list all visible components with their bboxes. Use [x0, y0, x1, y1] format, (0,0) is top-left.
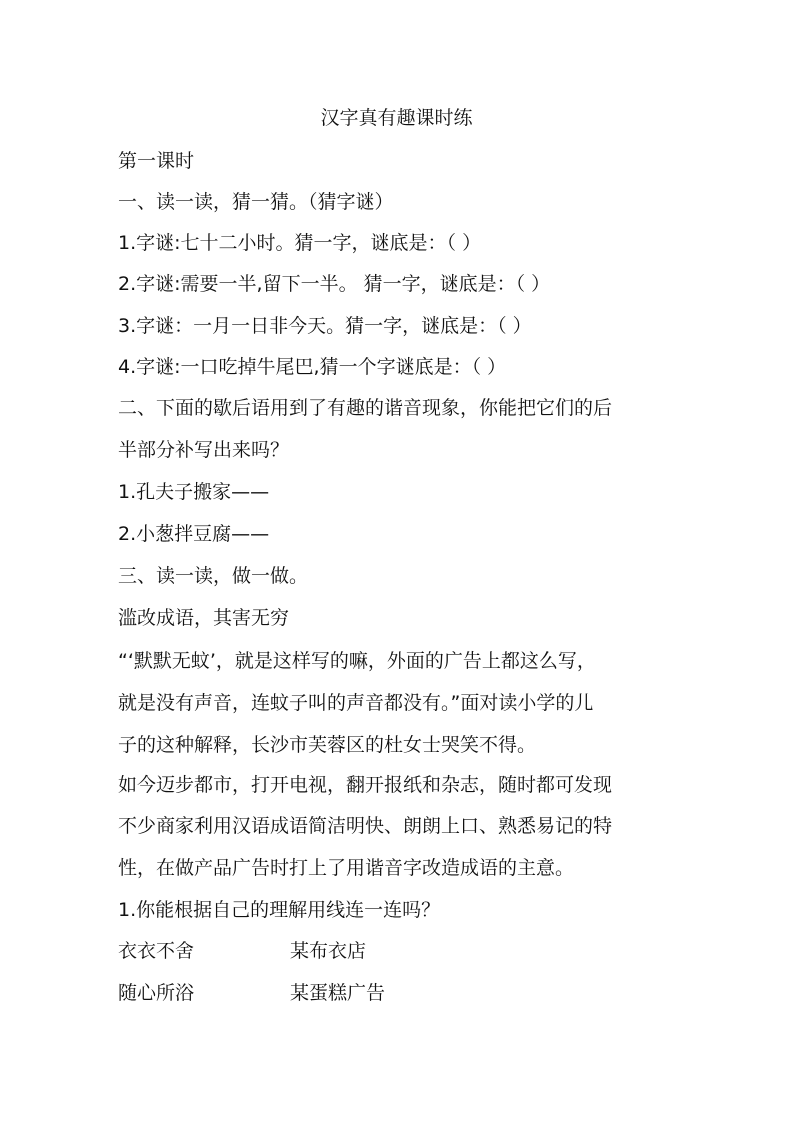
question-text: 1.你能根据自己的理解用线连一连吗？ — [118, 899, 441, 921]
matching-right-item: 某布衣店 — [290, 940, 367, 962]
riddle-item: 1.字谜:七十二小时。猜一字，谜底是：（ ） — [118, 232, 482, 254]
section3-heading: 三、读一读，做一做。 — [118, 565, 309, 587]
section2-heading: 二、下面的歇后语用到了有趣的谐音现象，你能把它们的后 — [118, 397, 613, 419]
article-paragraph-line: 不少商家利用汉语成语简洁明快、朗朗上口、熟悉易记的特 — [118, 815, 613, 837]
matching-right-item: 某蛋糕广告 — [290, 982, 386, 1004]
section2-heading-cont: 半部分补写出来吗？ — [118, 439, 290, 461]
matching-left-item: 衣衣不舍 — [118, 940, 195, 962]
article-title: 滥改成语，其害无穷 — [118, 607, 290, 629]
article-paragraph-line: 就是没有声音，连蚊子叫的声音都没有。”面对读小学的儿 — [118, 692, 594, 714]
article-paragraph-line: “‘默默无蚊’，就是这样写的嘛，外面的广告上都这么写， — [118, 650, 596, 672]
article-paragraph-line: 性，在做产品广告时打上了用谐音字改造成语的主意。 — [118, 857, 575, 879]
section1-heading: 一、读一读，猜一猜。（猜字谜） — [118, 191, 394, 213]
xiehouyu-item: 1.孔夫子搬家—— — [118, 481, 270, 503]
matching-left-item: 随心所浴 — [118, 982, 195, 1004]
lesson-label: 第一课时 — [118, 150, 195, 172]
riddle-item: 4.字谜:一口吃掉牛尾巴,猜一个字谜底是：（ ） — [118, 356, 507, 378]
article-paragraph-line: 子的这种解释，长沙市芙蓉区的杜女士哭笑不得。 — [118, 734, 537, 756]
xiehouyu-item: 2.小葱拌豆腐—— — [118, 523, 270, 545]
article-paragraph-line: 如今迈步都市，打开电视，翻开报纸和杂志，随时都可发现 — [118, 774, 613, 796]
riddle-item: 2.字谜:需要一半,留下一半。 猜一字，谜底是：（ ） — [118, 273, 551, 295]
riddle-item: 3.字谜：一月一日非今天。猜一字，谜底是：（ ） — [118, 315, 532, 337]
page-title: 汉字真有趣课时练 — [320, 107, 473, 129]
